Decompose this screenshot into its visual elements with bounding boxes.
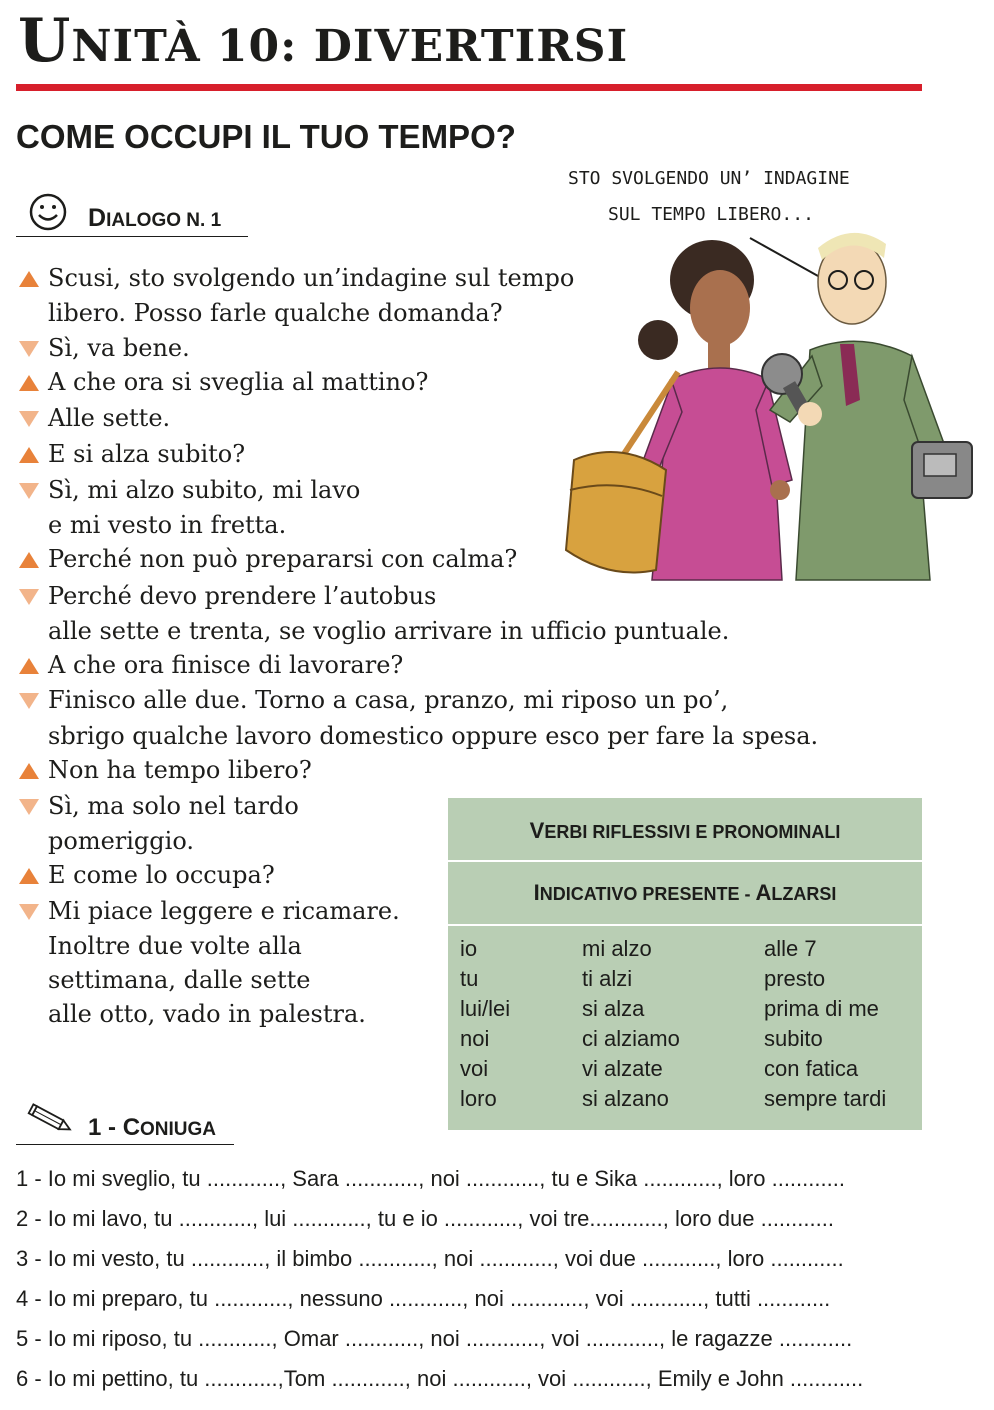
verb-table-verb: ti alzi [582,966,633,991]
verb-table-pronoun: io [460,936,478,961]
verb-table-complement: subito [764,1026,823,1051]
verb-table-verb: si alzano [582,1086,669,1111]
pencil-icon [26,1100,74,1140]
dialog-line: e mi vesto in fretta. [48,511,287,539]
smiley-face-icon [28,192,68,232]
verb-box-divider [448,924,922,926]
exercise-line: 3 - Io mi vesto, tu ............, il bimbo ............, noi ............, voi due ............, loro ............ [16,1246,844,1271]
verb-table-pronoun: noi [460,1026,490,1051]
triangle-up-icon [18,867,40,885]
dialog-line: Perché non può prepararsi con calma? [48,545,518,573]
triangle-up-icon [18,762,40,780]
dialog-line: libero. Posso farle qualche domanda? [48,299,503,327]
verb-box-divider [448,860,922,862]
verb-table-pronoun: voi [460,1056,489,1081]
verb-table-complement: sempre tardi [764,1086,887,1111]
exercise-line: 5 - Io mi riposo, tu ............, Omar ............, noi ............, voi ............, le ragazze ............ [16,1326,853,1351]
verb-table-pronoun: lui/lei [460,996,511,1021]
dialog-line: Sì, ma solo nel tardo [48,792,299,820]
triangle-down-icon [18,410,40,428]
dialog-line: Sì, va bene. [48,334,190,362]
exercise-title: 1 - CONIUGA [88,1114,217,1141]
verb-table-complement: alle 7 [764,936,817,961]
dialog-line: Scusi, sto svolgendo un’indagine sul tempo [48,264,575,292]
dialog-line: Finisco alle due. Torno a casa, pranzo, mi riposo un po’, [48,686,729,714]
verb-table-pronoun: loro [460,1086,497,1111]
dialog-line: settimana, dalle sette [48,966,311,994]
dialog-line: A che ora finisce di lavorare? [48,651,404,679]
dialog-line: E si alza subito? [48,440,246,468]
dialog-line: alle otto, vado in palestra. [48,1000,366,1028]
triangle-up-icon [18,551,40,569]
verb-table-complement: presto [764,966,826,991]
dialog-line: E come lo occupa? [48,861,275,889]
dialog-heading [16,192,248,237]
verb-conjugation-box [448,798,922,1130]
triangle-down-icon [18,588,40,606]
dialog-line: A che ora si sveglia al mattino? [48,368,429,396]
dialog-line: Sì, mi alzo subito, mi lavo [48,476,361,504]
unit-title: UNITÀ 10: DIVERTIRSI [18,6,629,76]
section-title: COME OCCUPI IL TUO TEMPO? [16,118,516,155]
exercise-line: 1 - Io mi sveglio, tu ............, Sara ............, noi ............, tu e Sika ............, loro ............ [16,1166,845,1191]
speech-text-line2: SUL TEMPO LIBERO... [608,204,814,225]
exercise-line: 2 - Io mi lavo, tu ............, lui ............, tu e io ............, voi tre............, loro due ............ [16,1206,834,1231]
triangle-up-icon [18,374,40,392]
triangle-up-icon [18,446,40,464]
verb-table-verb: si alza [582,996,645,1021]
dialog-line: Mi piace leggere e ricamare. [48,897,400,925]
verb-box-subtitle: INDICATIVO PRESENTE - ALZARSI [533,880,837,905]
triangle-down-icon [18,692,40,710]
triangle-down-icon [18,482,40,500]
exercise-line: 4 - Io mi preparo, tu ............, nessuno ............, noi ............, voi ............, tutti ............ [16,1286,831,1311]
interview-illustration [560,160,990,590]
verb-table-verb: mi alzo [582,936,652,961]
dialog-line: alle sette e trenta, se voglio arrivare in ufficio puntuale. [48,617,730,645]
exercise-line: 6 - Io mi pettino, tu ............,Tom ............, noi ............, voi ............, Emily e John ............ [16,1366,864,1391]
verb-box-title: VERBI RIFLESSIVI E PRONOMINALI [529,818,841,843]
dialog-line: Perché devo prendere l’autobus [48,582,437,610]
verb-table-complement: prima di me [764,996,879,1021]
verb-table-verb: vi alzate [582,1056,663,1081]
dialog-line: Inoltre due volte alla [48,932,302,960]
verb-table-pronoun: tu [460,966,479,991]
dialog-line: pomeriggio. [48,827,194,855]
dialog-line: Non ha tempo libero? [48,756,312,784]
verb-table-complement: con fatica [764,1056,859,1081]
triangle-down-icon [18,798,40,816]
dialog-line: Alle sette. [48,404,171,432]
triangle-down-icon [18,340,40,358]
header-rule [16,84,922,91]
triangle-up-icon [18,270,40,288]
exercise-heading [16,1106,234,1145]
dialog-line: sbrigo qualche lavoro domestico oppure esco per fare la spesa. [48,722,819,750]
triangle-down-icon [18,903,40,921]
verb-table-verb: ci alziamo [582,1026,680,1051]
dialog-title: DIALOGO N. 1 [88,204,222,232]
speech-text-line1: STO SVOLGENDO UN’ INDAGINE [568,168,850,189]
triangle-up-icon [18,657,40,675]
